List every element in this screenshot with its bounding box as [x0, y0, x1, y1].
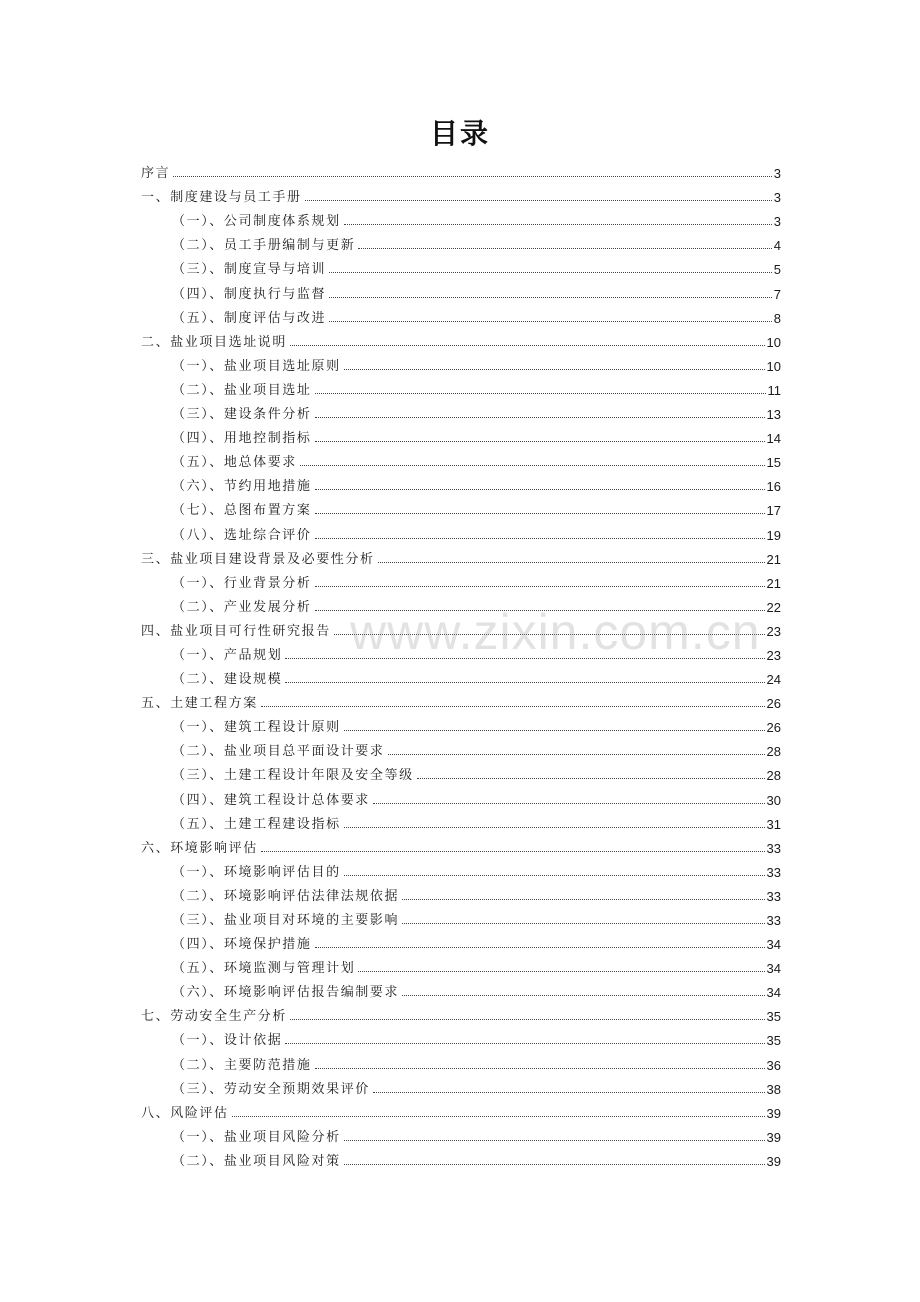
toc-dot-leader	[402, 995, 764, 996]
toc-entry[interactable]	[141, 473, 781, 497]
toc-dot-leader	[329, 272, 772, 273]
toc-entry[interactable]	[141, 835, 781, 859]
toc-entry-page-number: 23	[766, 623, 781, 639]
toc-entry-label: （一）、公司制度体系规划	[172, 214, 341, 230]
toc-dot-leader	[378, 562, 765, 563]
toc-entry-label: （三）、建设条件分析	[172, 407, 312, 423]
toc-dot-leader	[358, 971, 764, 972]
toc-dot-leader	[402, 899, 764, 900]
toc-entry-page-number: 3	[773, 166, 781, 182]
toc-dot-leader	[344, 875, 765, 876]
toc-entry-page-number: 39	[766, 1105, 781, 1121]
toc-entry-page-number: 34	[766, 985, 781, 1001]
toc-entry-page-number: 17	[766, 503, 781, 519]
toc-entry-page-number: 35	[766, 1033, 781, 1049]
toc-entry-label: （二）、盐业项目选址	[172, 382, 312, 398]
toc-entry-page-number: 33	[766, 864, 781, 880]
toc-entry-page-number: 7	[773, 286, 781, 302]
toc-entry-label: （二）、盐业项目总平面设计要求	[172, 744, 385, 760]
toc-dot-leader	[329, 321, 772, 322]
toc-entry-page-number: 30	[766, 792, 781, 808]
toc-entry[interactable]	[141, 1027, 781, 1051]
toc-entry-label: （三）、土建工程设计年限及安全等级	[172, 768, 414, 784]
toc-dot-leader	[285, 682, 764, 683]
toc-entry-page-number: 36	[766, 1057, 781, 1073]
toc-entry[interactable]	[141, 329, 781, 353]
page-title: 目录	[429, 117, 490, 150]
toc-entry[interactable]	[141, 377, 781, 401]
toc-dot-leader	[344, 1140, 765, 1141]
toc-entry-label: （一）、建筑工程设计原则	[172, 720, 341, 736]
toc-dot-leader	[315, 441, 765, 442]
toc-entry-label: （三）、盐业项目对环境的主要影响	[172, 913, 400, 928]
toc-dot-leader	[373, 1092, 765, 1093]
toc-dot-leader	[388, 754, 765, 755]
toc-entry[interactable]	[141, 690, 781, 714]
toc-entry-label: （二）、员工手册编制与更新	[172, 238, 356, 254]
toc-entry-label: （四）、建筑工程设计总体要求	[172, 792, 370, 808]
toc-entry-label: （一）、盐业项目风险分析	[172, 1129, 341, 1145]
toc-entry-page-number: 10	[766, 358, 781, 374]
toc-dot-leader	[315, 947, 765, 948]
toc-entry-page-number: 26	[766, 720, 781, 736]
toc-entry-page-number: 11	[767, 382, 781, 398]
toc-dot-leader	[261, 851, 765, 852]
toc-entry-page-number: 35	[766, 1009, 781, 1025]
toc-entry-label: （六）、环境影响评估报告编制要求	[172, 985, 400, 1001]
toc-entry-page-number: 4	[773, 238, 781, 254]
toc-entry[interactable]	[141, 160, 781, 184]
toc-entry[interactable]	[141, 931, 781, 955]
toc-entry[interactable]	[141, 208, 781, 232]
toc-entry-label: 二、盐业项目选址说明	[141, 334, 288, 350]
toc-entry-label: （一）、行业背景分析	[172, 575, 312, 591]
toc-entry-label: 七、劳动安全生产分析	[141, 1009, 288, 1025]
toc-entry-page-number: 28	[766, 768, 781, 784]
toc-entry-page-number: 34	[766, 937, 781, 953]
toc-entry-label: （二）、产业发展分析	[172, 599, 312, 615]
toc-entry-page-number: 24	[766, 672, 781, 688]
toc-entry-label: （一）、盐业项目选址原则	[172, 358, 341, 374]
toc-entry[interactable]	[141, 1076, 781, 1100]
toc-entry[interactable]	[141, 786, 781, 810]
toc-entry-page-number: 10	[766, 334, 781, 350]
toc-entry[interactable]	[141, 666, 781, 690]
toc-entry[interactable]	[141, 305, 781, 329]
toc-entry-label: （二）、环境影响评估法律法规依据	[172, 888, 400, 904]
toc-entry[interactable]	[141, 497, 781, 521]
toc-dot-leader	[344, 827, 765, 828]
toc-entry-page-number: 33	[766, 913, 781, 928]
toc-entry[interactable]	[141, 521, 781, 545]
toc-entry-label: （三）、制度宣导与培训	[172, 262, 327, 278]
toc-entry-label: 一、制度建设与员工手册	[141, 190, 302, 206]
toc-entry-page-number: 23	[766, 647, 781, 663]
toc-dot-leader	[402, 923, 764, 924]
toc-entry-label: 五、土建工程方案	[141, 696, 258, 712]
toc-entry-page-number: 39	[766, 1153, 781, 1169]
toc-entry[interactable]	[141, 1124, 781, 1148]
toc-entry[interactable]	[141, 1148, 781, 1172]
watermark: www.zixin.com.cn	[350, 604, 761, 660]
toc-entry-label: 八、风险评估	[141, 1105, 229, 1121]
toc-dot-leader	[329, 297, 772, 298]
toc-entry-page-number: 3	[773, 190, 781, 206]
toc-entry-page-number: 28	[766, 744, 781, 760]
toc-entry[interactable]	[141, 401, 781, 425]
toc-entry-page-number: 13	[766, 407, 781, 423]
toc-entry-label: （一）、设计依据	[172, 1033, 283, 1049]
toc-entry-label: （八）、选址综合评价	[172, 527, 312, 543]
toc-entry-page-number: 5	[773, 262, 781, 278]
toc-entry[interactable]	[141, 280, 781, 304]
toc-entry-label: （二）、建设规模	[172, 672, 283, 688]
toc-entry-page-number: 31	[766, 816, 781, 832]
toc-entry-label: （二）、盐业项目风险对策	[172, 1153, 341, 1169]
toc-dot-leader	[334, 634, 765, 635]
toc-dot-leader	[315, 489, 765, 490]
toc-entry[interactable]	[141, 1003, 781, 1027]
toc-entry[interactable]	[141, 883, 781, 907]
toc-dot-leader	[305, 200, 772, 201]
toc-entry-label: （六）、节约用地措施	[172, 479, 312, 495]
toc-dot-leader	[261, 706, 765, 707]
toc-dot-leader	[173, 176, 772, 177]
toc-entry[interactable]	[141, 1100, 781, 1124]
table-of-contents	[141, 160, 781, 1172]
toc-entry-page-number: 39	[766, 1129, 781, 1145]
toc-dot-leader	[315, 538, 765, 539]
toc-entry-page-number: 19	[766, 527, 781, 543]
toc-entry-label: 六、环境影响评估	[141, 840, 258, 856]
toc-dot-leader	[290, 345, 765, 346]
toc-entry[interactable]	[141, 955, 781, 979]
toc-dot-leader	[315, 513, 765, 514]
toc-entry-label: 四、盐业项目可行性研究报告	[141, 623, 331, 639]
toc-entry-label: 三、盐业项目建设背景及必要性分析	[141, 551, 375, 567]
toc-entry[interactable]	[141, 738, 781, 762]
toc-entry[interactable]	[141, 570, 781, 594]
toc-entry-page-number: 21	[766, 575, 781, 591]
toc-entry[interactable]	[141, 979, 781, 1003]
toc-entry-label: （七）、总图布置方案	[172, 503, 312, 519]
toc-entry-page-number: 15	[766, 455, 781, 471]
toc-entry-label: （四）、环境保护措施	[172, 937, 312, 953]
toc-entry[interactable]	[141, 256, 781, 280]
toc-entry-label: （三）、劳动安全预期效果评价	[172, 1081, 370, 1097]
toc-entry[interactable]	[141, 546, 781, 570]
toc-entry[interactable]	[141, 232, 781, 256]
toc-entry-page-number: 34	[766, 961, 781, 977]
toc-entry-page-number: 16	[766, 479, 781, 495]
toc-entry-page-number: 33	[766, 888, 781, 904]
toc-dot-leader	[315, 393, 766, 394]
toc-entry[interactable]	[141, 762, 781, 786]
toc-entry-page-number: 22	[766, 599, 781, 615]
toc-entry[interactable]	[141, 618, 781, 642]
toc-entry[interactable]	[141, 353, 781, 377]
toc-entry[interactable]	[141, 714, 781, 738]
toc-entry[interactable]	[141, 642, 781, 666]
toc-dot-leader	[315, 417, 765, 418]
toc-entry[interactable]	[141, 184, 781, 208]
toc-entry[interactable]	[141, 449, 781, 473]
toc-dot-leader	[232, 1116, 765, 1117]
toc-dot-leader	[315, 586, 765, 587]
toc-entry-label: （五）、环境监测与管理计划	[172, 961, 356, 977]
toc-dot-leader	[315, 610, 765, 611]
toc-entry[interactable]	[141, 425, 781, 449]
toc-dot-leader	[373, 803, 765, 804]
toc-entry[interactable]	[141, 1051, 781, 1075]
toc-entry-page-number: 26	[766, 696, 781, 712]
toc-entry[interactable]	[141, 594, 781, 618]
toc-entry-page-number: 14	[766, 431, 781, 447]
toc-dot-leader	[315, 1068, 765, 1069]
toc-entry-label: （五）、土建工程建设指标	[172, 816, 341, 832]
toc-dot-leader	[344, 369, 765, 370]
toc-dot-leader	[285, 1043, 764, 1044]
toc-entry[interactable]	[141, 811, 781, 835]
toc-entry-label: （一）、产品规划	[172, 647, 283, 663]
toc-dot-leader	[344, 730, 765, 731]
toc-entry-page-number: 33	[766, 840, 781, 856]
toc-dot-leader	[358, 248, 771, 249]
toc-entry-label: 序言	[141, 166, 171, 182]
toc-dot-leader	[300, 465, 765, 466]
toc-entry-page-number: 8	[773, 310, 781, 326]
toc-entry-label: （五）、地总体要求	[172, 455, 297, 471]
toc-entry-label: （二）、主要防范措施	[172, 1057, 312, 1073]
toc-entry-page-number: 38	[766, 1081, 781, 1097]
toc-dot-leader	[417, 778, 765, 779]
toc-entry[interactable]	[141, 859, 781, 883]
toc-dot-leader	[285, 658, 764, 659]
toc-dot-leader	[290, 1019, 765, 1020]
toc-entry-label: （五）、制度评估与改进	[172, 310, 327, 326]
toc-entry-page-number: 21	[766, 551, 781, 567]
toc-entry-label: （四）、制度执行与监督	[172, 286, 327, 302]
toc-entry[interactable]	[141, 907, 781, 931]
toc-dot-leader	[344, 224, 772, 225]
toc-entry-label: （一）、环境影响评估目的	[172, 864, 341, 880]
toc-entry-page-number: 3	[773, 214, 781, 230]
toc-dot-leader	[344, 1164, 765, 1165]
toc-entry-label: （四）、用地控制指标	[172, 431, 312, 447]
